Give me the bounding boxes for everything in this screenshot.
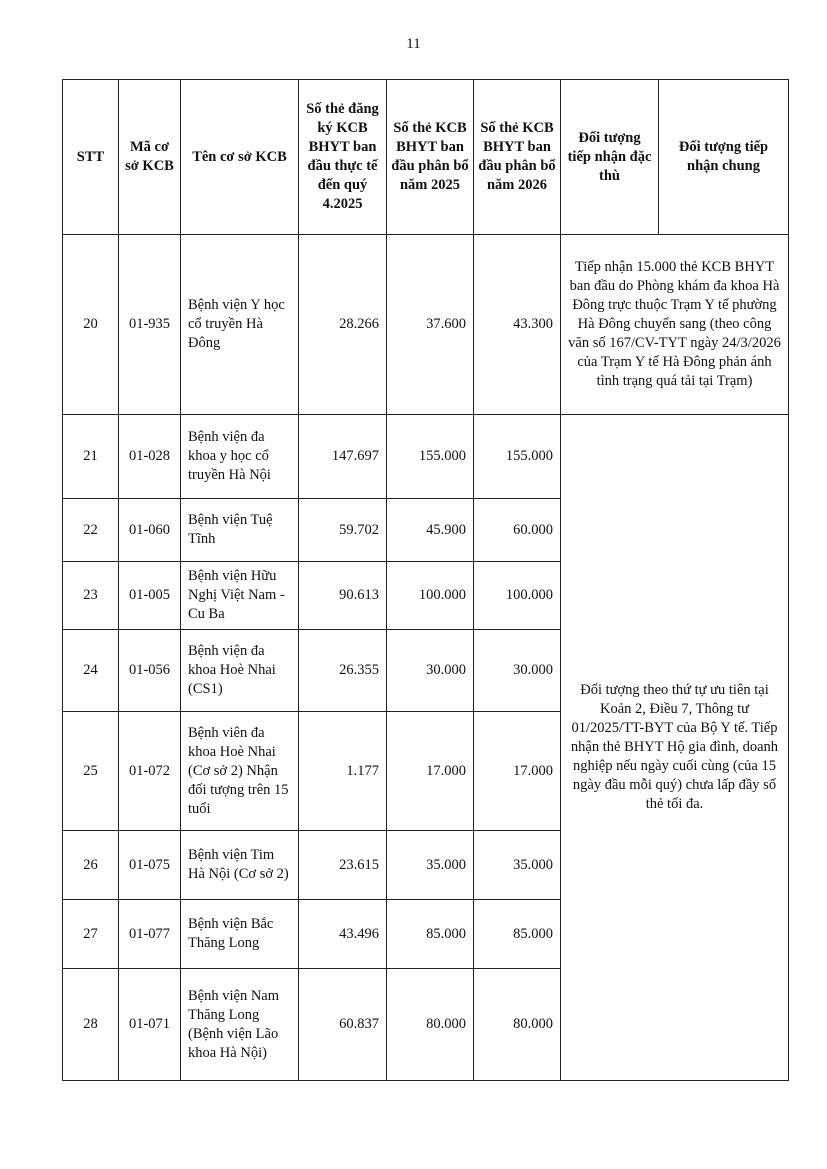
header-ten-co-so: Tên cơ sở KCB: [181, 80, 299, 235]
header-so-the-thuc-te: Số thẻ đăng ký KCB BHYT ban đầu thực tế đến quý 4.2025: [299, 80, 387, 235]
header-so-the-2025: Số thẻ KCB BHYT ban đầu phân bổ năm 2025: [387, 80, 474, 235]
cell-2025: 17.000: [387, 712, 474, 831]
cell-stt: 28: [63, 969, 119, 1081]
cell-actual: 43.496: [299, 900, 387, 969]
cell-name: Bệnh viên đa khoa Hoè Nhai (Cơ sở 2) Nhận đối tượng trên 15 tuổi: [181, 712, 299, 831]
cell-name: Bệnh viện Bắc Thăng Long: [181, 900, 299, 969]
cell-name: Bệnh viện Tuệ Tĩnh: [181, 499, 299, 562]
cell-2025: 80.000: [387, 969, 474, 1081]
header-so-the-2026: Số thẻ KCB BHYT ban đầu phân bổ năm 2026: [474, 80, 561, 235]
cell-2026: 60.000: [474, 499, 561, 562]
cell-stt: 25: [63, 712, 119, 831]
cell-2026: 43.300: [474, 235, 561, 415]
cell-2025: 155.000: [387, 415, 474, 499]
cell-stt: 23: [63, 562, 119, 630]
cell-2025: 45.900: [387, 499, 474, 562]
note-row-20: Tiếp nhận 15.000 thẻ KCB BHYT ban đầu do Phòng khám đa khoa Hà Đông trực thuộc Trạm Y tế phường Hà Đông chuyển sang (theo công văn số 167/CV-TYT ngày 24/3/2026 của Trạm Y tế Hà Đông phản ánh tình trạng quá tải tại Trạm): [561, 235, 789, 415]
cell-2026: 30.000: [474, 630, 561, 712]
cell-code: 01-935: [119, 235, 181, 415]
cell-actual: 1.177: [299, 712, 387, 831]
header-stt: STT: [63, 80, 119, 235]
cell-2025: 100.000: [387, 562, 474, 630]
cell-actual: 26.355: [299, 630, 387, 712]
cell-actual: 90.613: [299, 562, 387, 630]
header-doi-tuong-chung: Đối tượng tiếp nhận chung: [659, 80, 789, 235]
cell-stt: 22: [63, 499, 119, 562]
cell-actual: 59.702: [299, 499, 387, 562]
cell-name: Bệnh viện Y học cổ truyền Hà Đông: [181, 235, 299, 415]
table-row: [63, 235, 789, 415]
table-row: [63, 415, 789, 499]
cell-2026: 17.000: [474, 712, 561, 831]
cell-2025: 30.000: [387, 630, 474, 712]
header-ma-co-so: Mã cơ sở KCB: [119, 80, 181, 235]
cell-code: 01-005: [119, 562, 181, 630]
cell-2025: 85.000: [387, 900, 474, 969]
cell-name: Bệnh viện đa khoa y học cổ truyền Hà Nội: [181, 415, 299, 499]
cell-2026: 100.000: [474, 562, 561, 630]
page-number: 11: [406, 36, 421, 52]
cell-actual: 60.837: [299, 969, 387, 1081]
cell-stt: 27: [63, 900, 119, 969]
cell-name: Bệnh viện Tim Hà Nội (Cơ sở 2): [181, 831, 299, 900]
note-general: Đối tượng theo thứ tự ưu tiên tại Koản 2, Điều 7, Thông tư 01/2025/TT-BYT của Bộ Y tế. Tiếp nhận thẻ BHYT Hộ gia đình, doanh nghiệp nếu ngày cuối cùng (của 15 ngày đầu mỗi quý) chưa lấp đầy số thẻ tối đa.: [561, 415, 789, 1081]
cell-code: 01-077: [119, 900, 181, 969]
cell-2025: 37.600: [387, 235, 474, 415]
cell-2026: 80.000: [474, 969, 561, 1081]
cell-code: 01-056: [119, 630, 181, 712]
cell-stt: 21: [63, 415, 119, 499]
cell-2026: 155.000: [474, 415, 561, 499]
header-row: [63, 80, 789, 235]
cell-stt: 24: [63, 630, 119, 712]
cell-name: Bệnh viện Nam Thăng Long (Bệnh viện Lão khoa Hà Nội): [181, 969, 299, 1081]
cell-code: 01-072: [119, 712, 181, 831]
cell-2026: 85.000: [474, 900, 561, 969]
cell-actual: 147.697: [299, 415, 387, 499]
cell-stt: 26: [63, 831, 119, 900]
cell-actual: 23.615: [299, 831, 387, 900]
allocation-table: [62, 79, 789, 1081]
cell-actual: 28.266: [299, 235, 387, 415]
header-doi-tuong-dac-thu: Đối tượng tiếp nhận đặc thù: [561, 80, 659, 235]
cell-2025: 35.000: [387, 831, 474, 900]
cell-code: 01-071: [119, 969, 181, 1081]
cell-name: Bệnh viện đa khoa Hoè Nhai (CS1): [181, 630, 299, 712]
cell-code: 01-075: [119, 831, 181, 900]
cell-2026: 35.000: [474, 831, 561, 900]
cell-stt: 20: [63, 235, 119, 415]
cell-name: Bệnh viện Hữu Nghị Việt Nam - Cu Ba: [181, 562, 299, 630]
cell-code: 01-060: [119, 499, 181, 562]
cell-code: 01-028: [119, 415, 181, 499]
